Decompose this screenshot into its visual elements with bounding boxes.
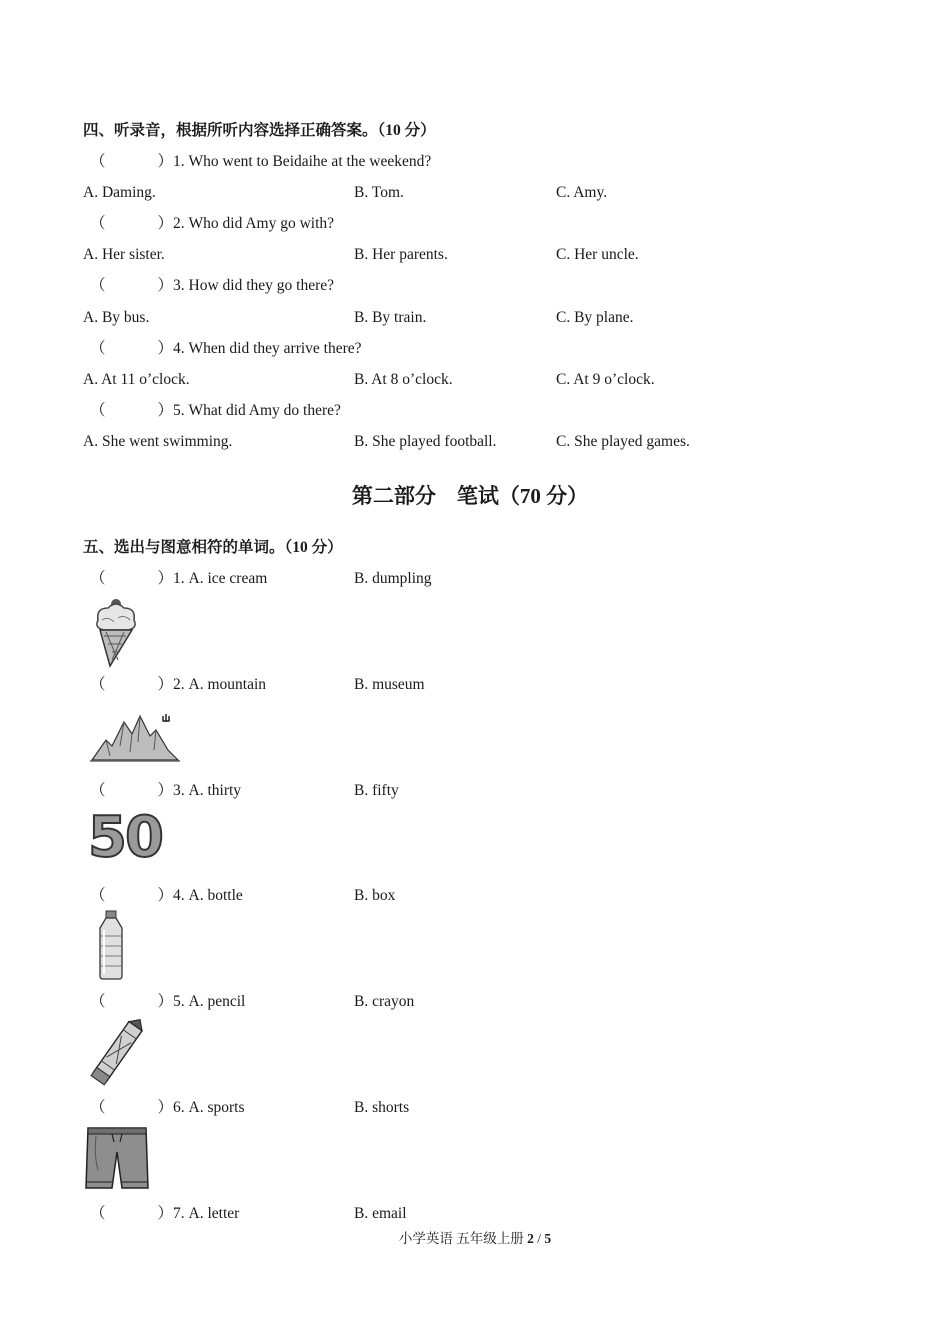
- section5-title: 五、选出与图意相符的单词。（10 分）: [83, 539, 343, 556]
- shorts-icon: [84, 1126, 150, 1192]
- question-stem: （ ）4. When did they arrive there?: [90, 340, 362, 357]
- question-stem: （ ）7. A. letter: [90, 1205, 240, 1222]
- option-a[interactable]: A. At 11 o’clock.: [83, 371, 190, 388]
- option-c[interactable]: C. By plane.: [556, 309, 634, 326]
- option-c[interactable]: C. She played games.: [556, 433, 690, 450]
- option-b[interactable]: B. box: [354, 887, 396, 904]
- option-b[interactable]: B. dumpling: [354, 570, 432, 587]
- question-stem: （ ）1. Who went to Beidaihe at the weekend?: [90, 153, 432, 170]
- page-footer: [0, 1230, 950, 1248]
- option-c[interactable]: C. At 9 o’clock.: [556, 371, 655, 388]
- mountain-icon: [90, 706, 180, 764]
- option-b[interactable]: B. At 8 o’clock.: [354, 371, 453, 388]
- option-a[interactable]: A. Her sister.: [83, 246, 165, 263]
- option-a[interactable]: A. She went swimming.: [83, 433, 233, 450]
- question-stem: （ ）1. A. ice cream: [90, 570, 268, 587]
- question-stem: （ ）5. What did Amy do there?: [90, 402, 341, 419]
- option-b[interactable]: B. She played football.: [354, 433, 497, 450]
- option-b[interactable]: B. crayon: [354, 993, 415, 1010]
- option-b[interactable]: B. By train.: [354, 309, 427, 326]
- option-a[interactable]: A. Daming.: [83, 184, 156, 201]
- section4-title: 四、听录音，根据所听内容选择正确答案。（10 分）: [83, 122, 436, 139]
- question-stem: （ ）5. A. pencil: [90, 993, 246, 1010]
- question-stem: （ ）4. A. bottle: [90, 887, 243, 904]
- ice-cream-icon: [88, 596, 144, 668]
- option-b[interactable]: B. email: [354, 1205, 407, 1222]
- option-a[interactable]: A. By bus.: [83, 309, 150, 326]
- crayon-icon: [88, 1018, 144, 1090]
- picture-number: 50: [88, 805, 162, 870]
- option-b[interactable]: B. Tom.: [354, 184, 404, 201]
- number-fifty-icon: [88, 805, 162, 874]
- part2-title: 第二部分 笔试（70 分）: [351, 484, 589, 508]
- option-b[interactable]: B. museum: [354, 676, 425, 693]
- question-stem: （ ）6. A. sports: [90, 1099, 245, 1116]
- option-b[interactable]: B. Her parents.: [354, 246, 448, 263]
- question-stem: （ ）3. A. thirty: [90, 782, 242, 799]
- option-c[interactable]: C. Her uncle.: [556, 246, 639, 263]
- footer-label: 小学英语 五年级上册: [398, 1231, 524, 1246]
- page-total: 5: [544, 1231, 552, 1246]
- question-stem: （ ）2. A. mountain: [90, 676, 267, 693]
- question-stem: （ ）2. Who did Amy go with?: [90, 215, 335, 232]
- option-c[interactable]: C. Amy.: [556, 184, 608, 201]
- question-stem: （ ）3. How did they go there?: [90, 277, 335, 294]
- page-number: 2: [527, 1231, 534, 1246]
- option-b[interactable]: B. shorts: [354, 1099, 410, 1116]
- bottle-icon: [94, 910, 128, 980]
- page-separator: /: [537, 1231, 541, 1246]
- option-b[interactable]: B. fifty: [354, 782, 399, 799]
